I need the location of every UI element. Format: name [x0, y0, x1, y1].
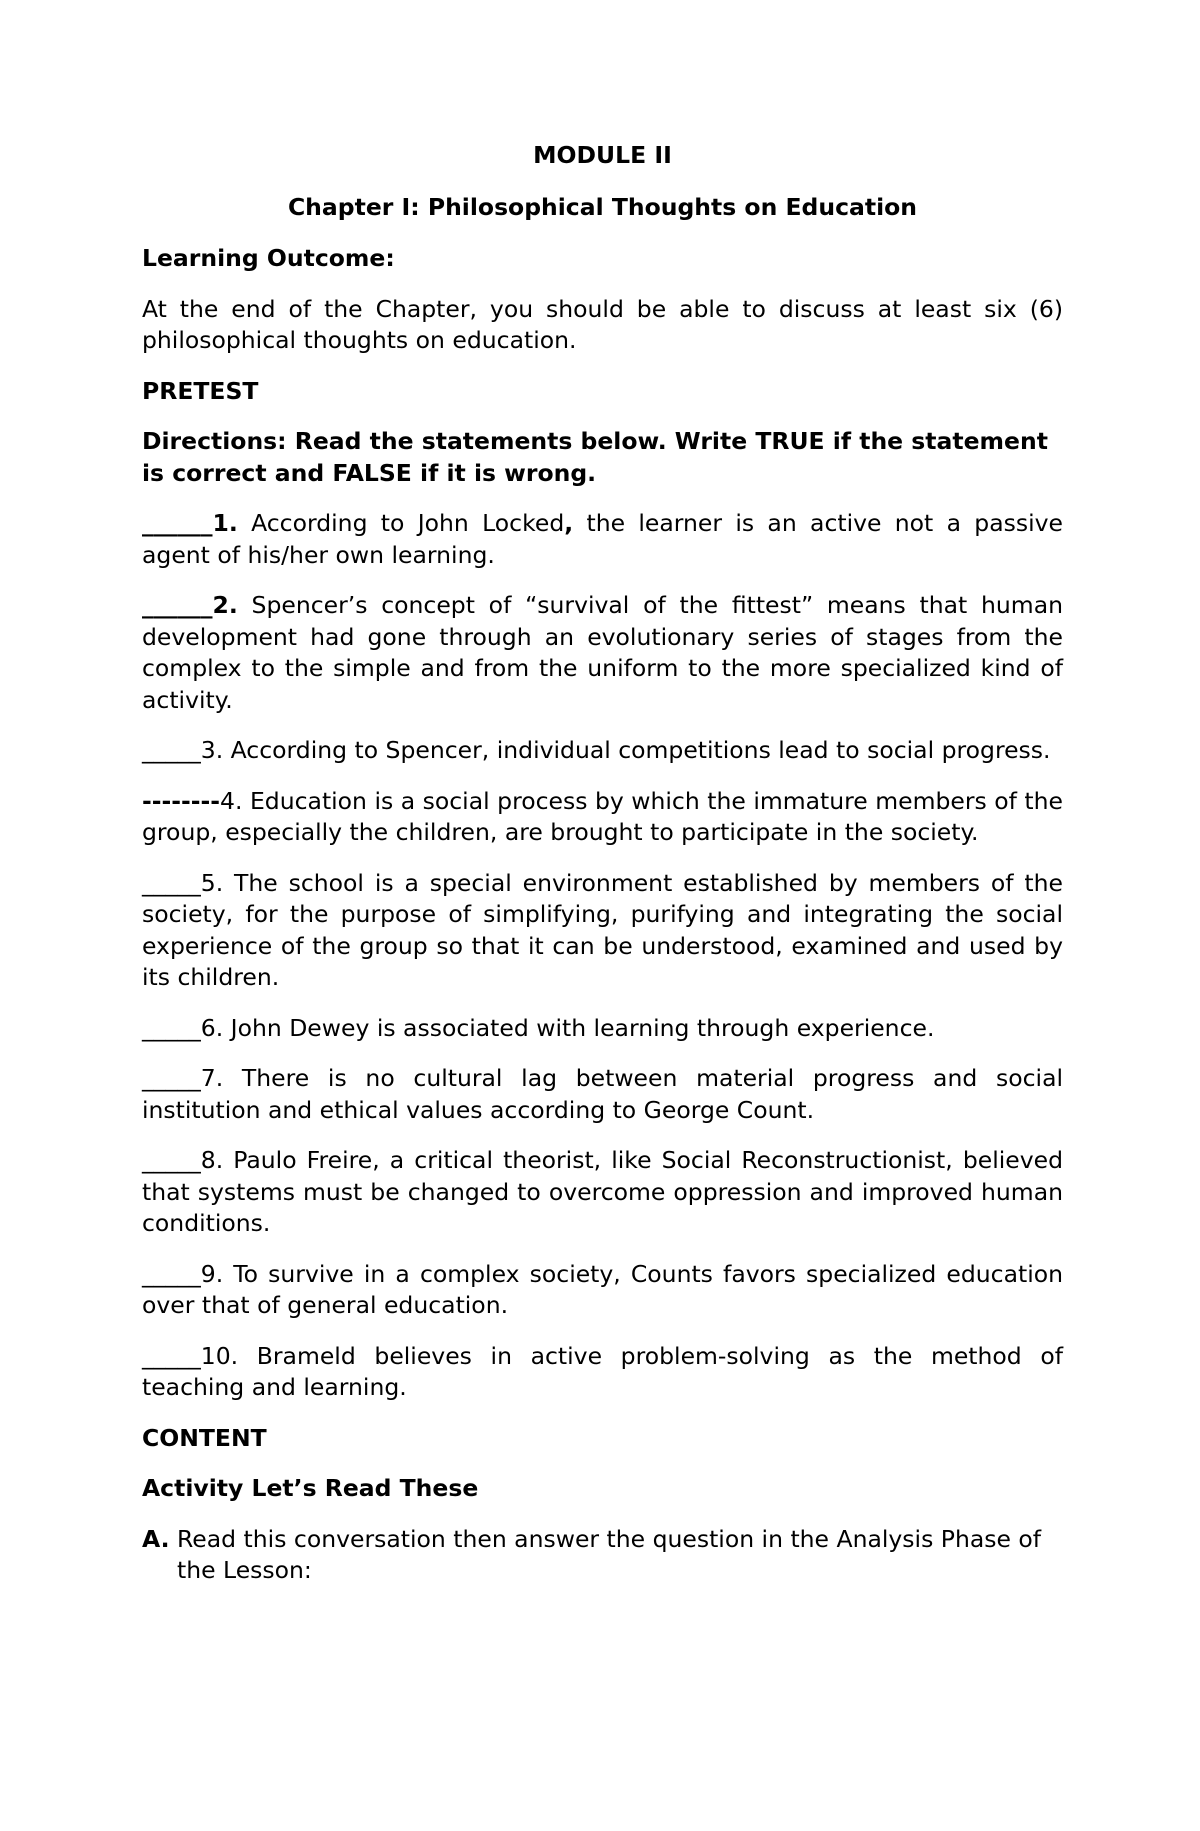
activity-a-label: A. [142, 1524, 170, 1553]
item-number: 4. [220, 786, 243, 815]
module-title: MODULE II [533, 141, 672, 169]
item-text: There is no cultural lag between material progress and social institution and ethical values according to George Count. [142, 1064, 1063, 1124]
item-text: Brameld believes in active problem-solving as the method of teaching and learning. [142, 1341, 1063, 1401]
answer-blank: _____ [142, 1064, 201, 1092]
item-number: 6. [200, 1013, 224, 1042]
pretest-item-9 [142, 1259, 1063, 1322]
pretest-directions: Directions: Read the statements below. Write TRUE if the statement is correct and FALSE if it is wrong. [142, 427, 1048, 487]
pretest-item-10 [142, 1341, 1063, 1404]
pretest-item-8 [142, 1145, 1063, 1240]
item-text-start: According to John Locked [237, 509, 565, 537]
pretest-item-1 [142, 508, 1063, 571]
answer-blank: _____ [142, 1146, 201, 1174]
chapter-title: Chapter I: Philosophical Thoughts on Education [287, 192, 918, 221]
learning-outcome-text: At the end of the Chapter, you should be able to discuss at least six (6) philosophical thoughts on education. [142, 294, 1063, 354]
answer-blank: _____ [142, 868, 201, 897]
item-text: John Dewey is associated with learning through experience. [223, 1013, 935, 1042]
item-text: According to Spencer, individual competitions lead to social progress. [223, 736, 1051, 764]
item-number: 1. [212, 509, 238, 537]
activity-a-text: Read this conversation then answer the question in the Analysis Phase of the Lesson: [169, 1524, 1042, 1584]
answer-blank: _____ [142, 736, 201, 764]
item-text: To survive in a complex society, Counts favors specialized education over that of general education. [142, 1259, 1063, 1319]
item-number: 3. [200, 736, 224, 764]
pretest-item-3 [142, 735, 1063, 767]
answer-blank: _____ [142, 1013, 201, 1042]
pretest-item-6 [142, 1013, 1063, 1045]
answer-blank: ______ [142, 591, 213, 619]
pretest-item-5 [142, 868, 1063, 994]
pretest-heading: PRETEST [142, 376, 259, 405]
answer-blank: _____ [142, 1259, 201, 1288]
item-text: Education is a social process by which the immature members of the group, especially the children, are brought to participate in the society. [142, 786, 1063, 846]
item-text: The school is a special environment established by members of the society, for the purpose of simplifying, purifying and integrating the social experience of the group so that it can be understood, examined and used by its children. [142, 868, 1063, 991]
answer-blank: ______ [142, 509, 213, 537]
item-number: 8. [200, 1146, 224, 1174]
pretest-item-7 [142, 1063, 1063, 1126]
activity-heading: Activity Let’s Read These [142, 1474, 479, 1502]
pretest-item-4 [142, 786, 1063, 849]
item-number: 10. [200, 1341, 239, 1370]
item-text: the learner is an active not a passive agent of his/her own learning. [142, 509, 1063, 569]
pretest-item-2 [142, 590, 1063, 716]
item-comma: , [564, 509, 574, 537]
content-heading: CONTENT [142, 1423, 267, 1452]
item-number: 5. [200, 868, 224, 897]
item-text: Paulo Freire, a critical theorist, like Social Reconstructionist, believed that systems must be changed to overcome oppression and improved human conditions. [142, 1146, 1063, 1237]
item-number: 2. [212, 591, 238, 619]
item-text: Spencer’s concept of “survival of the fittest” means that human development had gone through an evolutionary series of stages from the complex to the simple and from the uniform to the more specialized kind of activity. [142, 591, 1063, 714]
activity-a-instruction [142, 1524, 1063, 1587]
learning-outcome-heading: Learning Outcome: [142, 244, 395, 272]
answer-blank: _____ [142, 1341, 201, 1370]
item-number: 9. [200, 1259, 224, 1288]
answer-blank: -------- [142, 786, 221, 815]
item-number: 7. [200, 1064, 224, 1092]
